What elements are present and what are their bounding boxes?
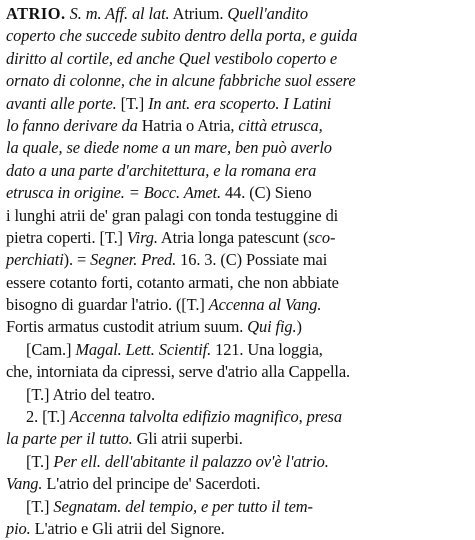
entry-text-italic: Per ell. dell'abitante il palazzo ov'è l'atrio. xyxy=(53,451,329,471)
entry-text-italic: diritto al cortile, ed anche Quel vestibolo coperto e xyxy=(6,48,338,68)
entry-text-italic: pio. xyxy=(6,518,31,538)
entry-line xyxy=(6,428,471,450)
entry-text-italic: Accenna al Vang. xyxy=(208,295,322,315)
entry-text-italic: Quell'andito xyxy=(227,4,308,23)
entry-text-italic: Segnatam. del tempio, e per tutto il tem- xyxy=(53,496,313,516)
entry-headword: ATRIO. xyxy=(6,4,66,23)
entry-text-italic: Segner. Pred. xyxy=(90,250,177,270)
entry-text-italic: Vang. xyxy=(6,474,43,494)
entry-line xyxy=(6,473,471,495)
entry-line xyxy=(6,160,471,182)
entry-line xyxy=(6,518,471,540)
entry-line xyxy=(6,115,471,137)
entry-text: ) xyxy=(296,317,302,337)
entry-text: Atrium. xyxy=(169,4,228,23)
entry-text: [Cam.] xyxy=(26,339,76,359)
entry-text-italic: Qui fig. xyxy=(247,317,297,337)
entry-text-italic: la parte per il tutto. xyxy=(6,429,133,449)
entry-text: [T.] Atrio del teatro. xyxy=(26,384,156,404)
entry-text: i lunghi atrii de' gran palagi con tonda testuggine di xyxy=(6,205,339,225)
entry-text-italic: coperto che succede subito dentro della porta, e guida xyxy=(6,26,358,46)
entry-line xyxy=(6,205,471,227)
entry-text: essere cotanto forti, cotanto armati, che non abbiate xyxy=(6,272,339,292)
entry-text: 44. (C) Sieno xyxy=(221,183,312,203)
entry-text-italic: città etrusca, xyxy=(238,115,323,135)
entry-line xyxy=(6,339,471,361)
entry-text: Hatria o Atria, xyxy=(141,115,239,135)
entry-text: Gli atrii superbi. xyxy=(132,429,243,449)
entry-text: [T.] xyxy=(120,93,149,113)
entry-text-italic: Magal. Lett. Scientif. xyxy=(75,339,212,359)
entry-text: [T.] xyxy=(26,496,54,516)
entry-line xyxy=(6,182,471,204)
entry-text-italic: la quale, se diede nome a un mare, ben può averlo xyxy=(6,138,332,158)
entry-text: ). = xyxy=(63,250,91,270)
entry-line xyxy=(6,406,471,428)
entry-text: 16. 3. (C) Possiate mai xyxy=(176,250,328,270)
entry-text: pietra coperti. [T.] xyxy=(6,227,127,247)
entry-line xyxy=(6,294,471,316)
entry-text: 2. [T.] xyxy=(26,407,70,427)
entry-text: 121. Una loggia, xyxy=(211,339,323,359)
entry-line xyxy=(6,451,471,473)
entry-line xyxy=(6,3,471,25)
entry-text-italic: Accenna talvolta edifizio magnifico, presa xyxy=(69,407,342,427)
entry-text: L'atrio del principe de' Sacerdoti. xyxy=(42,474,261,494)
dictionary-entry-atrio xyxy=(6,3,471,540)
entry-line xyxy=(6,249,471,271)
entry-text: Atria longa patescunt ( xyxy=(157,227,309,247)
entry-line xyxy=(6,496,471,518)
entry-line xyxy=(6,316,471,338)
entry-line xyxy=(6,227,471,249)
entry-text: L'atrio e Gli atrii del Signore. xyxy=(30,518,225,538)
entry-text: bisogno di guardar l'atrio. ([T.] xyxy=(6,295,209,315)
entry-text-italic: lo fanno derivare da xyxy=(6,115,142,135)
entry-text-italic: sco- xyxy=(308,227,336,247)
entry-line xyxy=(6,272,471,294)
entry-text: [T.] xyxy=(26,451,54,471)
entry-line xyxy=(6,25,471,47)
entry-line xyxy=(6,361,471,383)
entry-text: che, intorniata da cipressi, serve d'atrio alla Cappella. xyxy=(6,362,351,382)
entry-text-italic: S. m. Aff. al lat. xyxy=(69,4,170,23)
entry-text-italic: In ant. era scoperto. I Latini xyxy=(148,93,332,113)
entry-line xyxy=(6,70,471,92)
entry-text-italic: perchiati xyxy=(6,250,64,270)
entry-text-italic: avanti alle porte. xyxy=(6,93,121,113)
entry-text: Fortis armatus custodit atrium suum. xyxy=(6,317,248,337)
entry-line xyxy=(6,48,471,70)
entry-line xyxy=(6,137,471,159)
entry-text-italic: Virg. xyxy=(126,227,158,247)
entry-line xyxy=(6,384,471,406)
entry-line xyxy=(6,93,471,115)
entry-text-italic: ornato di colonne, che in alcune fabbriche suol essere xyxy=(6,71,356,91)
entry-text-italic: etrusca in origine. = Bocc. Amet. xyxy=(6,183,222,203)
entry-text-italic: dato a una parte d'architettura, e la romana era xyxy=(6,160,317,180)
